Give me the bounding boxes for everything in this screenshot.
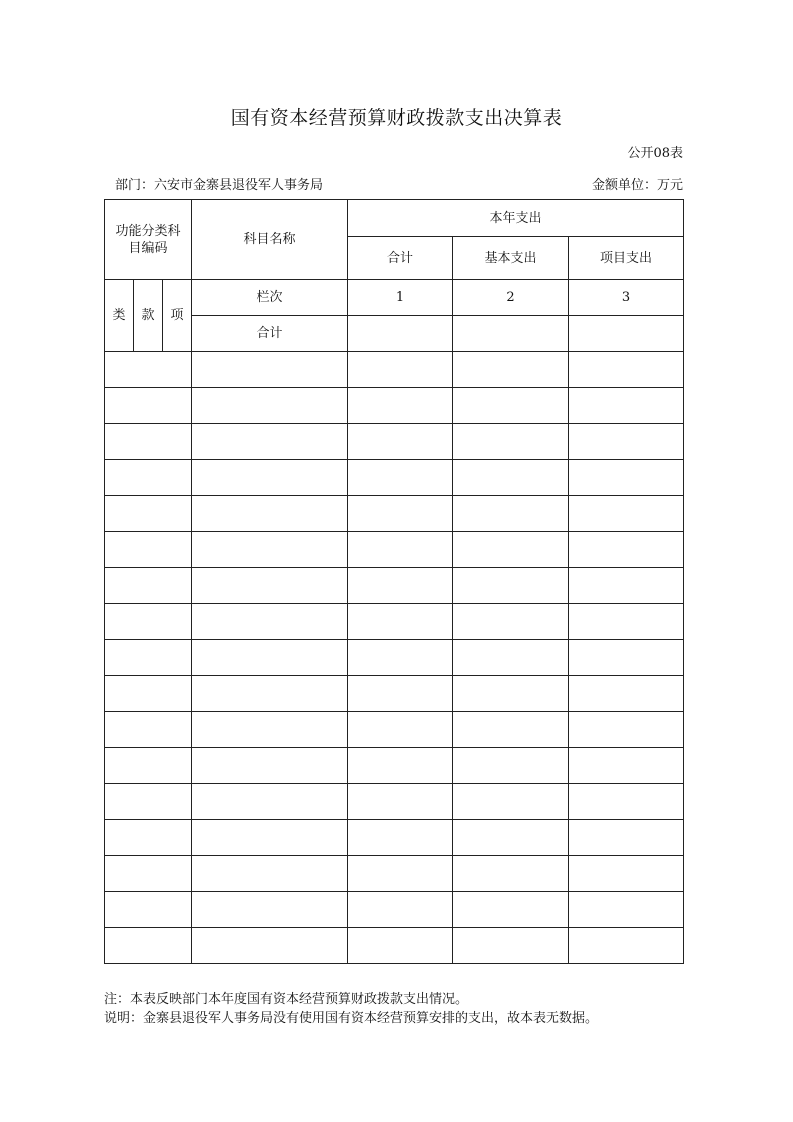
code-cell (105, 424, 192, 460)
column-index-2: 2 (453, 280, 569, 316)
total-cell (348, 640, 453, 676)
header-lei: 类 (105, 280, 134, 352)
code-cell (105, 568, 192, 604)
table-row (105, 532, 684, 568)
header-func-code-text: 功能分类科目编码 (115, 223, 181, 256)
sum-label: 合计 (192, 316, 348, 352)
project-cell (569, 424, 684, 460)
subject-cell (192, 604, 348, 640)
project-cell (569, 568, 684, 604)
code-cell (105, 928, 192, 964)
header-project: 项目支出 (569, 237, 684, 280)
total-cell (348, 604, 453, 640)
table-row (105, 604, 684, 640)
basic-cell (453, 856, 569, 892)
basic-cell (453, 640, 569, 676)
basic-cell (453, 352, 569, 388)
code-cell (105, 532, 192, 568)
total-cell (348, 856, 453, 892)
total-cell (348, 748, 453, 784)
code-cell (105, 388, 192, 424)
project-cell (569, 604, 684, 640)
header-kuan: 款 (134, 280, 163, 352)
subject-cell (192, 424, 348, 460)
code-cell (105, 496, 192, 532)
basic-cell (453, 784, 569, 820)
code-cell (105, 460, 192, 496)
basic-cell (453, 604, 569, 640)
subject-cell (192, 568, 348, 604)
department-label: 部门：六安市金寨县退役军人事务局 (115, 178, 324, 193)
subject-cell (192, 784, 348, 820)
project-cell (569, 820, 684, 856)
subject-cell (192, 676, 348, 712)
project-cell (569, 712, 684, 748)
total-cell (348, 928, 453, 964)
total-cell (348, 352, 453, 388)
table-row (105, 460, 684, 496)
table-row (105, 928, 684, 964)
total-cell (348, 532, 453, 568)
sum-project-cell (569, 316, 684, 352)
header-xiang: 项 (163, 280, 192, 352)
header-basic: 基本支出 (453, 237, 569, 280)
project-cell (569, 460, 684, 496)
total-cell (348, 712, 453, 748)
column-index-label: 栏次 (192, 280, 348, 316)
subject-cell (192, 496, 348, 532)
code-cell (105, 604, 192, 640)
subject-cell (192, 892, 348, 928)
total-cell (348, 892, 453, 928)
table-row (105, 640, 684, 676)
basic-cell (453, 928, 569, 964)
table-row (105, 352, 684, 388)
basic-cell (453, 676, 569, 712)
project-cell (569, 352, 684, 388)
code-cell (105, 640, 192, 676)
project-cell (569, 928, 684, 964)
total-cell (348, 460, 453, 496)
basic-cell (453, 532, 569, 568)
column-index-row (105, 280, 684, 316)
subject-cell (192, 352, 348, 388)
explanation-note: 说明：金寨县退役军人事务局没有使用国有资本经营预算安排的支出，故本表无数据。 (104, 1011, 599, 1026)
total-cell (348, 820, 453, 856)
subject-cell (192, 388, 348, 424)
basic-cell (453, 496, 569, 532)
sum-row (105, 316, 684, 352)
form-code: 公开08表 (627, 146, 683, 161)
total-cell (348, 496, 453, 532)
page-title: 国有资本经营预算财政拨款支出决算表 (230, 107, 563, 129)
header-subject-name: 科目名称 (192, 200, 348, 280)
table-row (105, 892, 684, 928)
code-cell (105, 352, 192, 388)
subject-cell (192, 928, 348, 964)
project-cell (569, 640, 684, 676)
basic-cell (453, 712, 569, 748)
code-cell (105, 712, 192, 748)
table-row (105, 676, 684, 712)
header-current-year: 本年支出 (348, 200, 684, 237)
footnote: 注：本表反映部门本年度国有资本经营预算财政拨款支出情况。 (104, 992, 469, 1007)
basic-cell (453, 460, 569, 496)
table-row (105, 856, 684, 892)
project-cell (569, 784, 684, 820)
code-cell (105, 748, 192, 784)
total-cell (348, 676, 453, 712)
total-cell (348, 568, 453, 604)
subject-cell (192, 856, 348, 892)
subject-cell (192, 460, 348, 496)
code-cell (105, 784, 192, 820)
amount-unit-label: 金额单位：万元 (591, 178, 683, 193)
subject-cell (192, 712, 348, 748)
sum-total-cell (348, 316, 453, 352)
table-row (105, 712, 684, 748)
project-cell (569, 676, 684, 712)
project-cell (569, 388, 684, 424)
basic-cell (453, 820, 569, 856)
table-row (105, 820, 684, 856)
code-cell (105, 820, 192, 856)
subject-cell (192, 820, 348, 856)
project-cell (569, 532, 684, 568)
header-func-code (105, 200, 192, 280)
total-cell (348, 388, 453, 424)
table-row (105, 388, 684, 424)
table-row (105, 568, 684, 604)
code-cell (105, 892, 192, 928)
subject-cell (192, 532, 348, 568)
sum-basic-cell (453, 316, 569, 352)
column-index-3: 3 (569, 280, 684, 316)
header-total: 合计 (348, 237, 453, 280)
code-cell (105, 676, 192, 712)
table-row (105, 496, 684, 532)
project-cell (569, 496, 684, 532)
header-row-1 (105, 200, 684, 237)
basic-cell (453, 424, 569, 460)
basic-cell (453, 568, 569, 604)
subject-cell (192, 748, 348, 784)
table-row (105, 748, 684, 784)
project-cell (569, 892, 684, 928)
basic-cell (453, 748, 569, 784)
total-cell (348, 784, 453, 820)
subject-cell (192, 640, 348, 676)
expenditure-table (104, 199, 684, 964)
project-cell (569, 856, 684, 892)
code-cell (105, 856, 192, 892)
column-index-1: 1 (348, 280, 453, 316)
basic-cell (453, 388, 569, 424)
total-cell (348, 424, 453, 460)
table-row (105, 424, 684, 460)
project-cell (569, 748, 684, 784)
basic-cell (453, 892, 569, 928)
table-row (105, 784, 684, 820)
